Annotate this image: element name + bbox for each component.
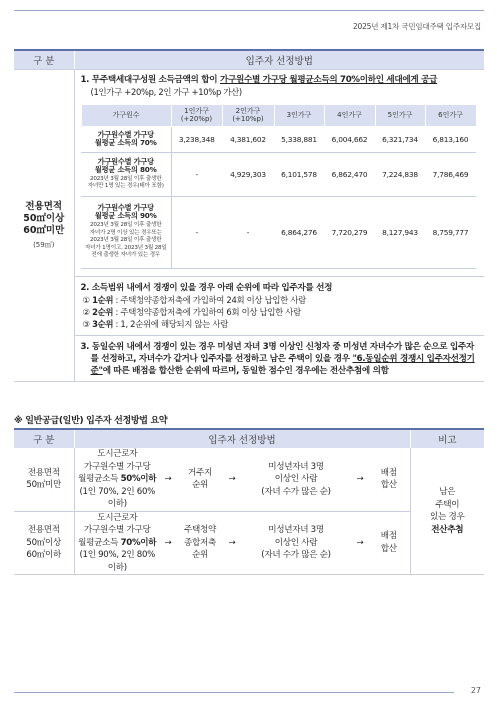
step-text: 순위 xyxy=(191,480,208,491)
rank-item xyxy=(81,306,481,318)
income-row-label-main: 가구원수별 가구당 월평균 소득의 90% xyxy=(94,203,157,221)
summary-note xyxy=(410,448,484,575)
section-1-note: (1인가구 +20%p, 2인 가구 +10%p 가산) xyxy=(90,86,242,97)
step-text: (1인 90%, 2인 80% 이하) xyxy=(79,550,156,573)
section-2-title: 2. 소득범위 내에서 경쟁이 있을 경우 아래 순위에 따라 입주자를 선정 xyxy=(80,282,333,293)
income-value-cell: 3,238,348 xyxy=(171,126,222,152)
step-income xyxy=(74,511,160,575)
arrow-icon: → xyxy=(160,448,176,511)
rank-number: ② xyxy=(82,306,93,317)
rank-text: : 1, 2순위에 해당되지 않는 사람 xyxy=(113,318,228,329)
step-text: 미성년자녀 3명 xyxy=(268,461,324,472)
income-row xyxy=(81,196,476,268)
summary-table xyxy=(14,428,484,575)
income-value-cell: 4,929,303 xyxy=(222,152,274,196)
step-text: (1인 70%, 2인 60% 이하) xyxy=(79,486,156,509)
step-income xyxy=(74,448,160,511)
step-text: 거주지 xyxy=(187,467,212,478)
section-1-title-pre: 1. 무주택세대구성원 소득금액의 합이 xyxy=(80,74,220,85)
step-text: 종합저축 xyxy=(183,537,216,548)
step-text: 도시근로자 xyxy=(97,512,138,523)
income-table xyxy=(81,104,477,269)
arrow-icon: → xyxy=(352,511,368,575)
step-text: 합산 xyxy=(380,480,397,491)
income-value-cell: - xyxy=(171,196,222,268)
income-value-cell: - xyxy=(222,196,274,268)
step-text: 미성년자녀 3명 xyxy=(268,525,324,535)
summary-row-category xyxy=(14,448,74,511)
step-text: 합산 xyxy=(380,543,397,554)
category-line1: 전용면적 xyxy=(25,200,63,212)
arrow-icon: → xyxy=(224,448,240,511)
category-sub: (59㎡) xyxy=(33,240,55,249)
category-line3: 60㎡미만 xyxy=(23,224,65,236)
section-3 xyxy=(74,335,484,381)
summary-col-note: 비고 xyxy=(410,429,484,448)
income-header-cell: 3인가구 xyxy=(274,104,324,126)
step-text: 이상인 사람 xyxy=(274,474,318,484)
step-text: 주택청약 xyxy=(183,525,216,535)
step-text: (자녀 수가 많은 순) xyxy=(261,550,331,560)
cat-line: 50㎡미만 xyxy=(26,480,62,491)
income-table-header xyxy=(81,104,476,126)
step-text: 가구원수별 가구당 xyxy=(84,525,151,535)
step-rank xyxy=(176,448,224,511)
rank-number: ① xyxy=(82,294,93,305)
income-header-cell: 1인가구 (+20%p) xyxy=(171,104,222,126)
cat-line: 전용면적 xyxy=(27,525,60,535)
income-row-label xyxy=(81,126,171,152)
section-2 xyxy=(74,276,484,335)
summary-row-category xyxy=(14,511,74,575)
income-value-cell: - xyxy=(171,152,222,196)
footer-rule xyxy=(14,692,454,693)
category-line2: 50㎡이상 xyxy=(23,212,65,224)
income-value-cell: 7,786,469 xyxy=(425,152,476,196)
income-value-cell: 6,864,276 xyxy=(274,196,324,268)
page-number: 27 xyxy=(470,686,481,695)
section-3-text xyxy=(81,341,481,377)
header-title: 2025년 제1차 국민임대주택 입주자모집 xyxy=(352,22,481,31)
rank-label: 3순위 xyxy=(92,318,114,329)
cat-line: 60㎡이하 xyxy=(26,550,62,560)
rank-text: : 주택청약종합저축에 가입하여 24회 이상 납입한 사람 xyxy=(113,294,306,305)
rank-label: 1순위 xyxy=(92,294,114,305)
step-text: 배점 xyxy=(380,531,397,542)
note-line: 남은 xyxy=(439,487,456,497)
income-value-cell: 4,381,602 xyxy=(222,126,274,152)
step-text xyxy=(75,473,161,486)
income-header-cell: 5인가구 xyxy=(375,104,425,126)
arrow-icon: → xyxy=(224,511,240,575)
step-score xyxy=(368,448,410,511)
income-row-label-main: 가구원수별 가구당 월평균 소득의 70% xyxy=(94,130,157,147)
section-1 xyxy=(74,69,484,276)
step-children xyxy=(240,511,352,575)
cat-line: 50㎡이상 xyxy=(26,537,62,548)
col-method-header: 입주자 선정방법 xyxy=(74,50,484,69)
income-value-cell: 8,759,777 xyxy=(425,196,476,268)
section-3-text-a: 3. 동일순위 내에서 경쟁이 있는 경우 미성년 자녀 3명 이상인 신청자 중 미성년 자녀수가 많은 순으로 입주자를 선정하고, 자녀수가 같거나 입주자를 선정하고 남은 주택이 있을 경우 xyxy=(80,341,474,364)
step-text: 가구원수별 가구당 xyxy=(84,461,151,472)
step-text: 배점 xyxy=(380,467,397,478)
income-value-cell: 6,321,734 xyxy=(375,126,425,152)
income-value-cell: 7,720,279 xyxy=(324,196,375,268)
income-row-label xyxy=(81,152,171,196)
income-row-label xyxy=(81,196,171,268)
cat-line: 전용면적 xyxy=(27,467,60,478)
step-text xyxy=(75,537,161,550)
summary-row xyxy=(14,448,484,511)
income-value-cell: 6,813,160 xyxy=(425,126,476,152)
step-text-bold: 50%이하 xyxy=(120,474,157,484)
note-line: 주택이 xyxy=(435,499,460,510)
income-value-cell: 6,004,662 xyxy=(324,126,375,152)
section-3-text-b: "6.동일순위 경쟁시 입주자선정기준" xyxy=(90,353,475,376)
summary-col-category: 구 분 xyxy=(14,429,74,448)
summary-title: ※ 일반공급(일반) 입주자 선정방법 요약 xyxy=(14,416,168,426)
rank-label: 2순위 xyxy=(92,306,114,317)
income-value-cell: 6,862,470 xyxy=(324,152,375,196)
income-header-cell: 가구원수 xyxy=(81,104,171,126)
income-value-cell: 8,127,943 xyxy=(375,196,425,268)
rank-item xyxy=(81,318,481,330)
arrow-icon: → xyxy=(352,448,368,511)
step-score xyxy=(368,511,410,575)
step-text-bold: 70%이하 xyxy=(120,537,157,548)
income-row-label-note: 2023년 3월 28일 이후 출생한 자녀만 1명 있는 경우(태아 포함) xyxy=(87,175,164,189)
header-rule xyxy=(14,10,484,11)
rank-text: : 주택청약종합저축에 가입하여 6회 이상 납입한 사람 xyxy=(113,306,301,317)
income-header-cell: 2인가구 (+10%p) xyxy=(222,104,274,126)
income-value-cell: 7,224,838 xyxy=(375,152,425,196)
income-row-label-note: 2023년 3월 28일 이후 출생한 자녀가 2명 이상 있는 경우또는 2023년 3월 28일 이후 출생한 자녀가 1명이고, 2023년 3월 28일 전에 출생한 자녀가 있는 경우 xyxy=(84,222,167,259)
category-cell xyxy=(14,69,74,381)
step-text-pre: 월평균소득 xyxy=(78,474,121,484)
step-text: 이상인 사람 xyxy=(274,537,318,548)
selection-method-table xyxy=(14,49,484,382)
arrow-icon: → xyxy=(160,511,176,575)
step-children xyxy=(240,448,352,511)
income-value-cell: 5,338,881 xyxy=(274,126,324,152)
section-1-title-bold: 가구원수별 가구당 월평균소득의 70%이하인 세대에게 공급 xyxy=(219,74,438,85)
income-header-cell: 4인가구 xyxy=(324,104,375,126)
rank-item xyxy=(81,294,481,306)
summary-col-method: 입주자 선정방법 xyxy=(74,429,410,448)
income-row-label-main: 가구원수별 가구당 월평균 소득의 80% xyxy=(94,156,157,174)
col-category-header: 구 분 xyxy=(14,50,74,69)
step-text: 도시근로자 xyxy=(97,449,138,459)
rank-number: ③ xyxy=(82,318,93,329)
step-text: 순위 xyxy=(191,550,208,560)
step-text-pre: 월평균소득 xyxy=(78,537,121,548)
income-value-cell: 6,101,578 xyxy=(274,152,324,196)
section-3-text-c: 에 따른 배점을 합산한 순위에 따르며, 동일한 점수인 경우에는 전산추첨에 의함 xyxy=(102,365,389,376)
income-header-cell: 6인가구 xyxy=(425,104,476,126)
step-rank xyxy=(176,511,224,575)
note-line-bold: 전산추첨 xyxy=(431,524,464,535)
step-text: (자녀 수가 많은 순) xyxy=(261,486,331,497)
income-row xyxy=(81,152,476,196)
note-line: 있는 경우 xyxy=(430,512,465,522)
income-row xyxy=(81,126,476,152)
section-1-title xyxy=(81,74,481,86)
